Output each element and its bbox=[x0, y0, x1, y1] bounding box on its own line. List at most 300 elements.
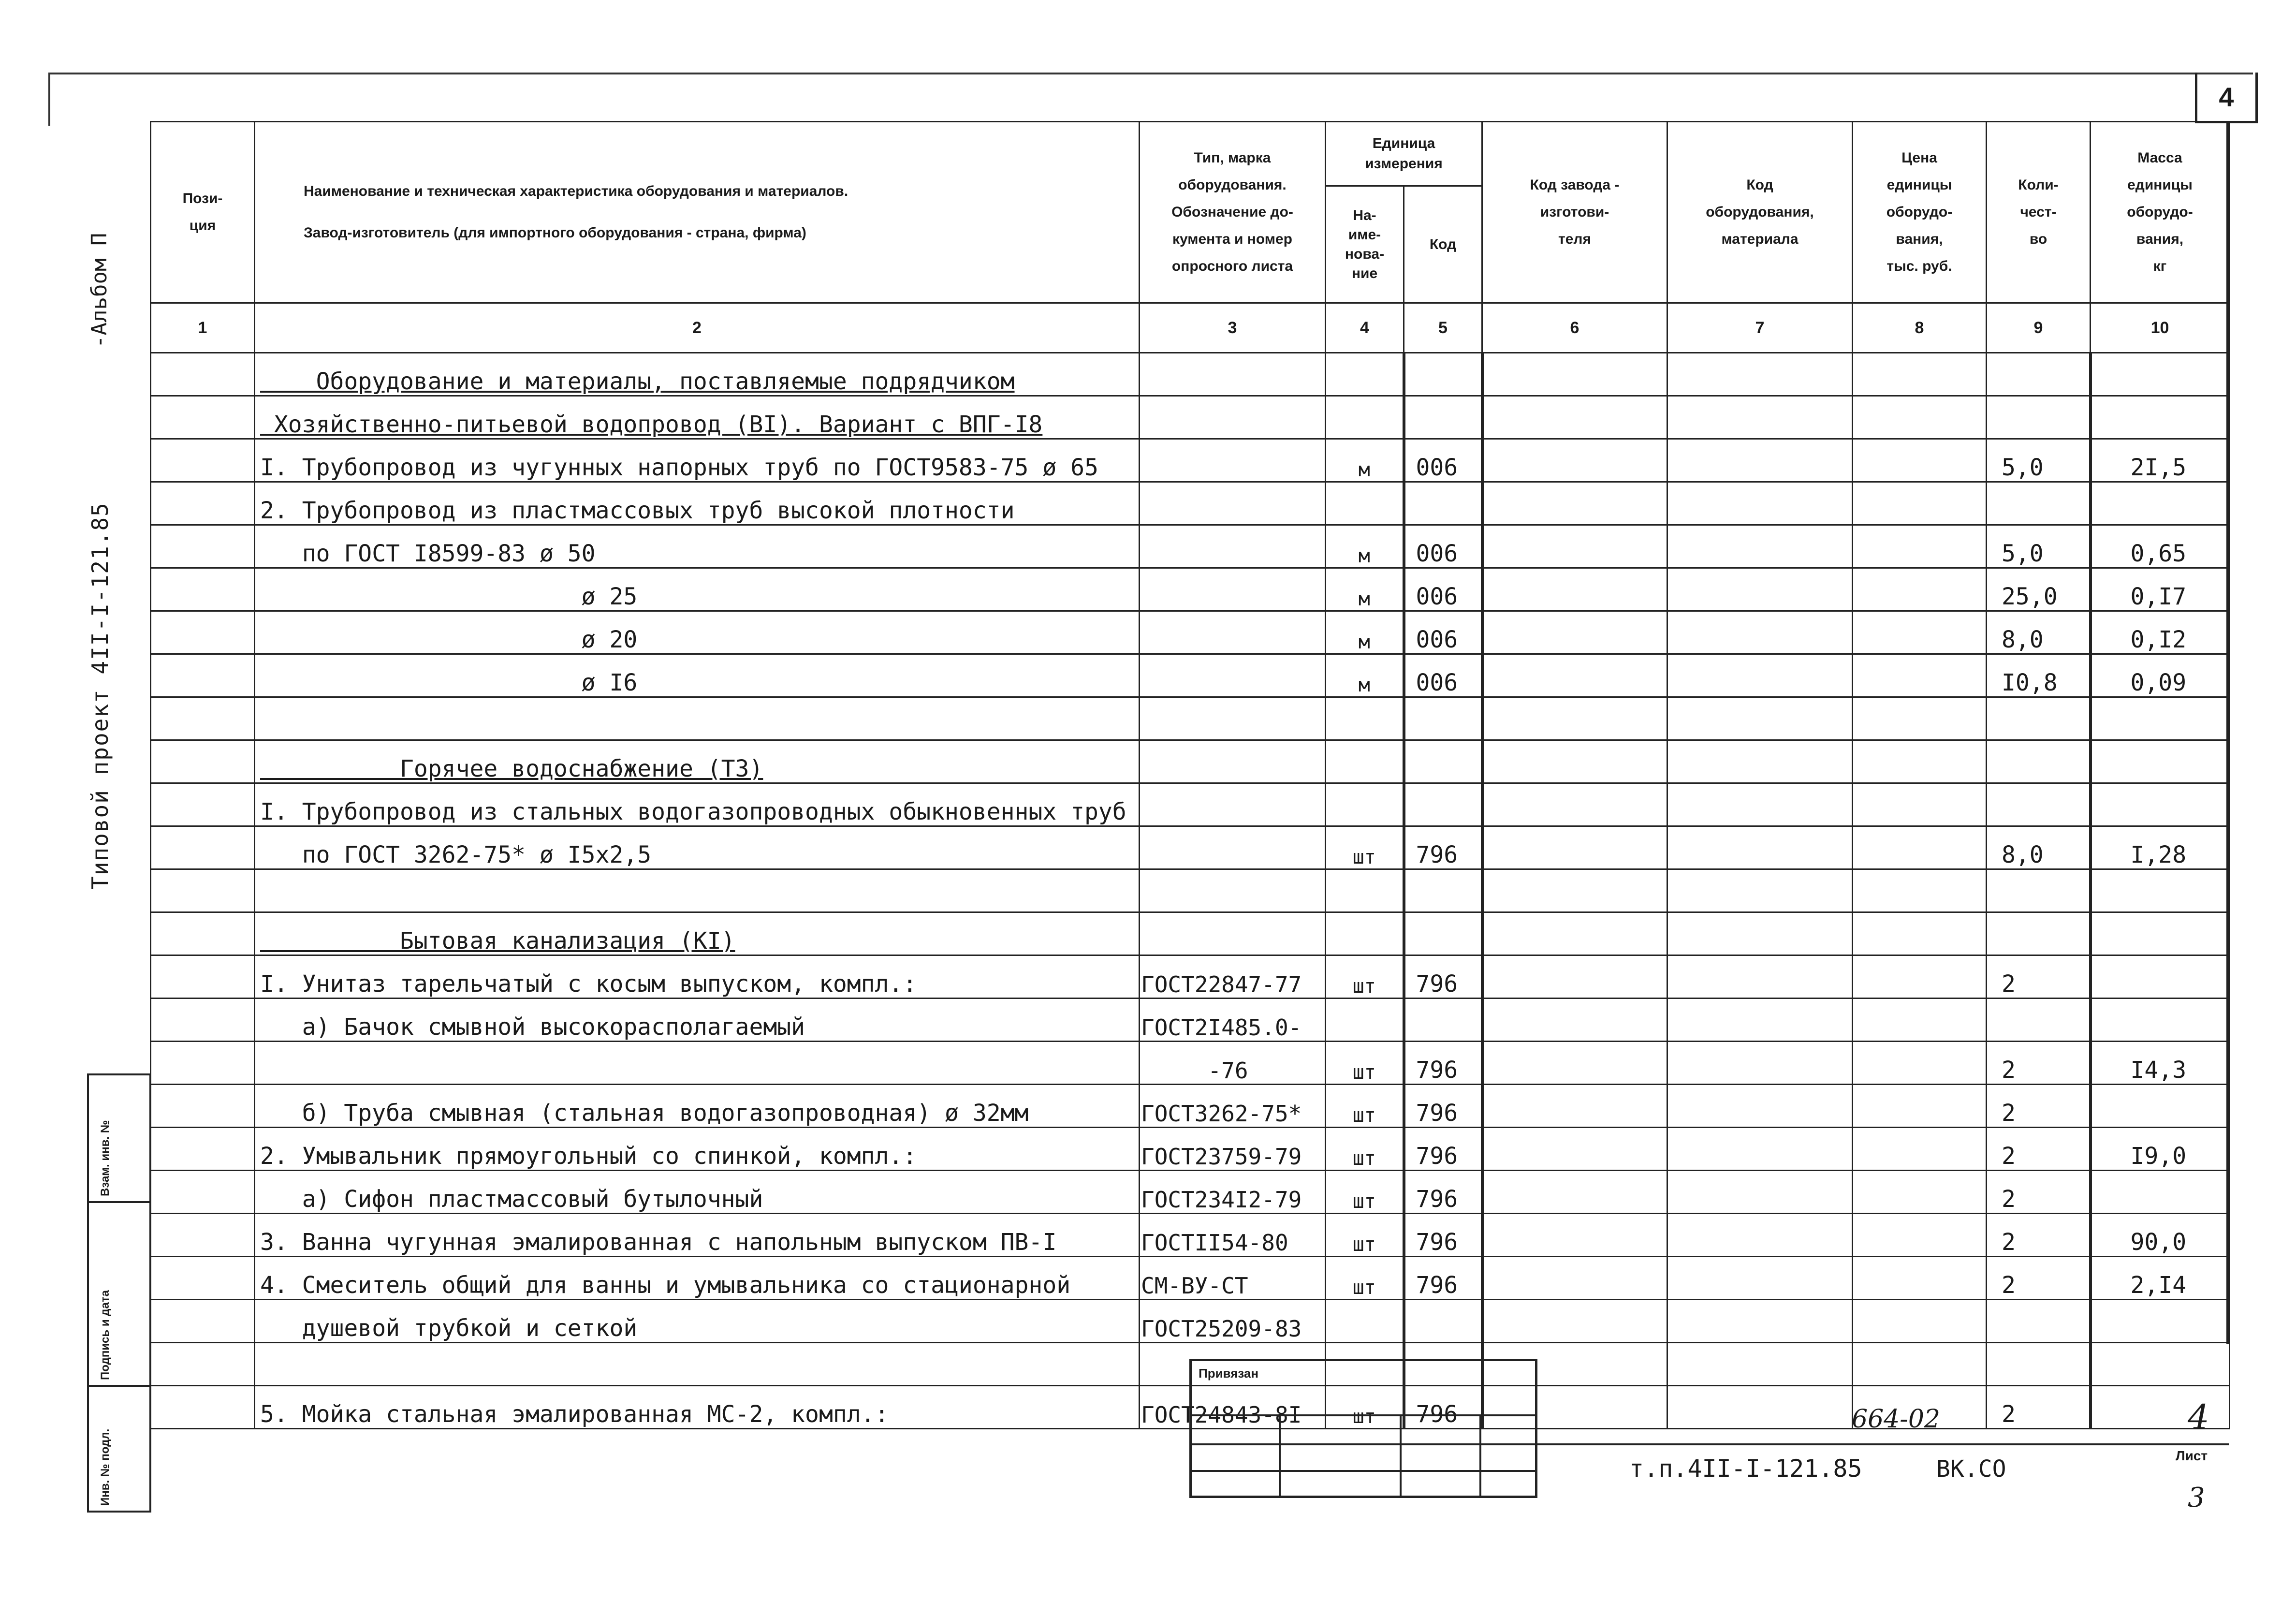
position-cell bbox=[151, 912, 255, 955]
factory-code-cell bbox=[1482, 869, 1667, 912]
quantity-cell bbox=[1987, 783, 2091, 826]
header-unit-name: На- име- нова- ние bbox=[1326, 186, 1404, 303]
unit-code-cell bbox=[1404, 353, 1482, 396]
header-mass: Масса единицы оборудо- вания, кг bbox=[2091, 122, 2230, 303]
unit-code-cell: 796 bbox=[1404, 955, 1482, 999]
name-cell: по ГОСТ 3262-75* ø I5x2,5 bbox=[255, 826, 1140, 869]
factory-code-cell bbox=[1482, 1257, 1667, 1300]
type-cell: СМ-ВУ-СТ bbox=[1140, 1257, 1326, 1300]
unit-cell bbox=[1326, 869, 1404, 912]
stamp-line bbox=[1192, 1443, 1535, 1445]
name-cell: Горячее водоснабжение (Т3) bbox=[255, 740, 1140, 783]
unit-cell bbox=[1326, 353, 1404, 396]
unit-cell: шт bbox=[1326, 1257, 1404, 1300]
unit-code-cell: 796 bbox=[1404, 1128, 1482, 1171]
stamp-line bbox=[1192, 1414, 1535, 1416]
type-cell: ГОСТ22847-77 bbox=[1140, 955, 1326, 999]
quantity-cell bbox=[1987, 740, 2091, 783]
price-cell bbox=[1853, 482, 1987, 525]
mass-cell: I9,0 bbox=[2091, 1128, 2230, 1171]
table-body bbox=[151, 353, 2230, 1429]
quantity-cell: 2 bbox=[1987, 1386, 2091, 1429]
equipment-code-cell bbox=[1667, 1171, 1853, 1214]
unit-code-cell: 796 bbox=[1404, 1257, 1482, 1300]
position-cell bbox=[151, 353, 255, 396]
type-cell bbox=[1140, 439, 1326, 482]
position-cell bbox=[151, 826, 255, 869]
unit-code-cell bbox=[1404, 482, 1482, 525]
unit-code-cell: 796 bbox=[1404, 826, 1482, 869]
unit-code-cell bbox=[1404, 912, 1482, 955]
factory-code-cell bbox=[1482, 525, 1667, 568]
type-cell bbox=[1140, 740, 1326, 783]
unit-code-cell: 006 bbox=[1404, 525, 1482, 568]
section-code: ВК.СО bbox=[1936, 1455, 2006, 1483]
mass-cell bbox=[2091, 1085, 2230, 1128]
specification-table bbox=[150, 121, 2230, 1429]
factory-code-cell bbox=[1482, 1042, 1667, 1085]
table-row bbox=[151, 783, 2230, 826]
factory-code-cell bbox=[1482, 783, 1667, 826]
equipment-code-cell bbox=[1667, 1300, 1853, 1343]
position-cell bbox=[151, 783, 255, 826]
side-stamp-cell bbox=[89, 1385, 149, 1509]
column-number: 7 bbox=[1667, 303, 1853, 353]
name-cell: Хозяйственно-питьевой водопровод (BI). Вариант с ВПГ-I8 bbox=[255, 396, 1140, 439]
equipment-code-cell bbox=[1667, 1042, 1853, 1085]
position-cell bbox=[151, 482, 255, 525]
unit-cell: м bbox=[1326, 439, 1404, 482]
name-cell: душевой трубкой и сеткой bbox=[255, 1300, 1140, 1343]
table-row bbox=[151, 869, 2230, 912]
unit-code-cell: 796 bbox=[1404, 1042, 1482, 1085]
equipment-code-cell bbox=[1667, 1343, 1853, 1386]
unit-code-cell: 006 bbox=[1404, 568, 1482, 611]
table-row bbox=[151, 1171, 2230, 1214]
table-row bbox=[151, 439, 2230, 482]
header-position: Пози- ция bbox=[151, 122, 255, 303]
price-cell bbox=[1853, 999, 1987, 1042]
type-cell: -76 bbox=[1140, 1042, 1326, 1085]
equipment-code-cell bbox=[1667, 1085, 1853, 1128]
handwritten-code: 664-02 bbox=[1852, 1405, 1940, 1434]
mass-cell: 90,0 bbox=[2091, 1214, 2230, 1257]
type-cell bbox=[1140, 654, 1326, 697]
handwritten-sheet-number: 4 bbox=[2188, 1397, 2209, 1437]
type-cell: ГОСТII54-80 bbox=[1140, 1214, 1326, 1257]
header-name-line1: Наименование и техническая характеристика оборудования и материалов. bbox=[304, 183, 848, 199]
type-cell bbox=[1140, 396, 1326, 439]
equipment-code-cell bbox=[1667, 525, 1853, 568]
header-unit-code: Код bbox=[1404, 186, 1482, 303]
factory-code-cell bbox=[1482, 396, 1667, 439]
price-cell bbox=[1853, 697, 1987, 740]
unit-code-cell bbox=[1404, 869, 1482, 912]
bound-label: Привязан bbox=[1199, 1366, 1259, 1381]
frame-top-line bbox=[48, 73, 2253, 74]
table-row bbox=[151, 568, 2230, 611]
mass-cell bbox=[2091, 1300, 2230, 1343]
quantity-cell bbox=[1987, 396, 2091, 439]
unit-code-cell: 796 bbox=[1404, 1386, 1482, 1429]
position-cell bbox=[151, 1128, 255, 1171]
equipment-code-cell bbox=[1667, 396, 1853, 439]
price-cell bbox=[1853, 568, 1987, 611]
column-number: 2 bbox=[255, 303, 1140, 353]
factory-code-cell bbox=[1482, 1214, 1667, 1257]
quantity-cell: I0,8 bbox=[1987, 654, 2091, 697]
unit-cell: м bbox=[1326, 611, 1404, 654]
position-cell bbox=[151, 1343, 255, 1386]
price-cell bbox=[1853, 611, 1987, 654]
price-cell bbox=[1853, 1085, 1987, 1128]
factory-code-cell bbox=[1482, 740, 1667, 783]
unit-code-cell bbox=[1404, 1300, 1482, 1343]
project-side-label: Типовой проект 4II-I-121.85 bbox=[87, 502, 113, 890]
equipment-code-cell bbox=[1667, 1257, 1853, 1300]
table-row bbox=[151, 955, 2230, 999]
name-cell: Бытовая канализация (KI) bbox=[255, 912, 1140, 955]
header-price: Цена единицы оборудо- вания, тыс. руб. bbox=[1853, 122, 1987, 303]
position-cell bbox=[151, 869, 255, 912]
equipment-code-cell bbox=[1667, 482, 1853, 525]
unit-cell: шт bbox=[1326, 1386, 1404, 1429]
name-cell: I. Трубопровод из чугунных напорных труб по ГОСТ9583-75 ø 65 bbox=[255, 439, 1140, 482]
factory-code-cell bbox=[1482, 353, 1667, 396]
quantity-cell: 2 bbox=[1987, 1171, 2091, 1214]
header-quantity: Коли- чест- во bbox=[1987, 122, 2091, 303]
equipment-code-cell bbox=[1667, 353, 1853, 396]
position-cell bbox=[151, 999, 255, 1042]
table-row bbox=[151, 654, 2230, 697]
mass-cell: 0,65 bbox=[2091, 525, 2230, 568]
type-cell bbox=[1140, 869, 1326, 912]
side-stamp-label: Инв. № подл. bbox=[99, 1428, 112, 1506]
column-number: 9 bbox=[1987, 303, 2091, 353]
unit-cell: шт bbox=[1326, 1085, 1404, 1128]
table-row bbox=[151, 697, 2230, 740]
unit-code-cell bbox=[1404, 999, 1482, 1042]
stamp-line bbox=[1279, 1414, 1281, 1496]
equipment-code-cell bbox=[1667, 1214, 1853, 1257]
equipment-code-cell bbox=[1667, 783, 1853, 826]
stamp-line bbox=[1400, 1414, 1402, 1496]
position-cell bbox=[151, 439, 255, 482]
price-cell bbox=[1853, 396, 1987, 439]
type-cell bbox=[1140, 826, 1326, 869]
price-cell bbox=[1853, 955, 1987, 999]
unit-cell bbox=[1326, 396, 1404, 439]
stamp-line bbox=[1192, 1470, 1535, 1472]
name-cell: I. Унитаз тарельчатый с косым выпуском, компл.: bbox=[255, 955, 1140, 999]
mass-cell bbox=[2091, 396, 2230, 439]
equipment-code-cell bbox=[1667, 912, 1853, 955]
column-number: 8 bbox=[1853, 303, 1987, 353]
name-cell bbox=[255, 697, 1140, 740]
column-number: 5 bbox=[1404, 303, 1482, 353]
table-row bbox=[151, 1214, 2230, 1257]
name-cell: б) Труба смывная (стальная водогазопроводная) ø 32мм bbox=[255, 1085, 1140, 1128]
unit-cell: шт bbox=[1326, 1171, 1404, 1214]
unit-cell: шт bbox=[1326, 1128, 1404, 1171]
factory-code-cell bbox=[1482, 1128, 1667, 1171]
table-row bbox=[151, 353, 2230, 396]
quantity-cell: 8,0 bbox=[1987, 826, 2091, 869]
unit-cell: шт bbox=[1326, 1214, 1404, 1257]
position-cell bbox=[151, 955, 255, 999]
quantity-cell: 25,0 bbox=[1987, 568, 2091, 611]
mass-cell bbox=[2091, 783, 2230, 826]
unit-cell bbox=[1326, 740, 1404, 783]
project-code: т.п.4II-I-121.85 bbox=[1629, 1454, 1862, 1483]
position-cell bbox=[151, 525, 255, 568]
side-stamp-cell bbox=[89, 1201, 149, 1387]
unit-cell: м bbox=[1326, 654, 1404, 697]
mass-cell: I,28 bbox=[2091, 826, 2230, 869]
unit-cell bbox=[1326, 697, 1404, 740]
unit-cell bbox=[1326, 482, 1404, 525]
equipment-code-cell bbox=[1667, 1386, 1853, 1429]
mass-cell bbox=[2091, 1171, 2230, 1214]
equipment-code-cell bbox=[1667, 740, 1853, 783]
type-cell: ГОСТ234I2-79 bbox=[1140, 1171, 1326, 1214]
unit-cell: м bbox=[1326, 568, 1404, 611]
mass-cell bbox=[2091, 697, 2230, 740]
equipment-code-cell bbox=[1667, 439, 1853, 482]
price-cell bbox=[1853, 783, 1987, 826]
stamp-line bbox=[1479, 1414, 1481, 1496]
name-cell bbox=[255, 869, 1140, 912]
unit-cell: м bbox=[1326, 525, 1404, 568]
position-cell bbox=[151, 1085, 255, 1128]
price-cell bbox=[1853, 654, 1987, 697]
header-equipment-code: Код оборудования, материала bbox=[1667, 122, 1853, 303]
factory-code-cell bbox=[1482, 654, 1667, 697]
table-row bbox=[151, 912, 2230, 955]
position-cell bbox=[151, 1386, 255, 1429]
unit-cell bbox=[1326, 999, 1404, 1042]
position-cell bbox=[151, 1171, 255, 1214]
header-unit: Единица измерения bbox=[1326, 122, 1482, 186]
quantity-cell bbox=[1987, 697, 2091, 740]
price-cell bbox=[1853, 1300, 1987, 1343]
table-row bbox=[151, 1085, 2230, 1128]
mass-cell bbox=[2091, 955, 2230, 999]
price-cell bbox=[1853, 353, 1987, 396]
price-cell bbox=[1853, 1343, 1987, 1386]
quantity-cell: 5,0 bbox=[1987, 525, 2091, 568]
frame-left-tick bbox=[48, 73, 50, 126]
name-cell: 4. Смеситель общий для ванны и умывальника со стационарной bbox=[255, 1257, 1140, 1300]
quantity-cell bbox=[1987, 869, 2091, 912]
type-cell bbox=[1140, 912, 1326, 955]
side-stamp-label: Подпись и дата bbox=[99, 1290, 112, 1380]
factory-code-cell bbox=[1482, 955, 1667, 999]
factory-code-cell bbox=[1482, 1085, 1667, 1128]
unit-code-cell: 006 bbox=[1404, 439, 1482, 482]
unit-cell bbox=[1326, 783, 1404, 826]
side-stamp-strip bbox=[87, 1073, 151, 1513]
price-cell bbox=[1853, 1042, 1987, 1085]
factory-code-cell bbox=[1482, 999, 1667, 1042]
position-cell bbox=[151, 611, 255, 654]
price-cell bbox=[1853, 1257, 1987, 1300]
type-cell: ГОСТ23759-79 bbox=[1140, 1128, 1326, 1171]
factory-code-cell bbox=[1482, 1171, 1667, 1214]
name-cell: а) Бачок смывной высокорасполагаемый bbox=[255, 999, 1140, 1042]
price-cell bbox=[1853, 1128, 1987, 1171]
equipment-code-cell bbox=[1667, 826, 1853, 869]
quantity-cell: 2 bbox=[1987, 1257, 2091, 1300]
quantity-cell bbox=[1987, 1343, 2091, 1386]
unit-code-cell: 006 bbox=[1404, 654, 1482, 697]
table-row bbox=[151, 1128, 2230, 1171]
mass-cell bbox=[2091, 1343, 2230, 1386]
sheet-number: 3 bbox=[2188, 1482, 2205, 1513]
unit-cell: шт bbox=[1326, 1042, 1404, 1085]
position-cell bbox=[151, 654, 255, 697]
unit-cell: шт bbox=[1326, 955, 1404, 999]
mass-cell bbox=[2091, 482, 2230, 525]
price-cell bbox=[1853, 1171, 1987, 1214]
side-stamp-label: Взам. инв. № bbox=[99, 1120, 112, 1196]
mass-cell bbox=[2091, 869, 2230, 912]
price-cell bbox=[1853, 740, 1987, 783]
album-label: -Альбом П bbox=[87, 233, 112, 348]
factory-code-cell bbox=[1482, 1300, 1667, 1343]
equipment-code-cell bbox=[1667, 568, 1853, 611]
title-block-line bbox=[1533, 1443, 2229, 1445]
unit-code-cell: 006 bbox=[1404, 611, 1482, 654]
name-cell bbox=[255, 1343, 1140, 1386]
unit-code-cell bbox=[1404, 783, 1482, 826]
column-number: 1 bbox=[151, 303, 255, 353]
mass-cell: 0,I7 bbox=[2091, 568, 2230, 611]
unit-code-cell: 796 bbox=[1404, 1171, 1482, 1214]
position-cell bbox=[151, 740, 255, 783]
factory-code-cell bbox=[1482, 697, 1667, 740]
position-cell bbox=[151, 568, 255, 611]
price-cell bbox=[1853, 525, 1987, 568]
name-cell: 2. Трубопровод из пластмассовых труб высокой плотности bbox=[255, 482, 1140, 525]
quantity-cell: 5,0 bbox=[1987, 439, 2091, 482]
factory-code-cell bbox=[1482, 912, 1667, 955]
mass-cell bbox=[2091, 353, 2230, 396]
table-row bbox=[151, 525, 2230, 568]
table-row bbox=[151, 740, 2230, 783]
factory-code-cell bbox=[1482, 611, 1667, 654]
column-numbers-row bbox=[151, 303, 2230, 353]
column-number: 10 bbox=[2091, 303, 2230, 353]
type-cell bbox=[1140, 783, 1326, 826]
table-row bbox=[151, 482, 2230, 525]
mass-cell: 2I,5 bbox=[2091, 439, 2230, 482]
type-cell bbox=[1140, 697, 1326, 740]
mass-cell: 0,09 bbox=[2091, 654, 2230, 697]
header-type: Тип, марка оборудования. Обозначение до- кумента и номер опросного листа bbox=[1140, 122, 1326, 303]
factory-code-cell bbox=[1482, 439, 1667, 482]
price-cell bbox=[1853, 1214, 1987, 1257]
page-number: 4 bbox=[2195, 73, 2258, 123]
equipment-code-cell bbox=[1667, 869, 1853, 912]
equipment-code-cell bbox=[1667, 654, 1853, 697]
column-number: 4 bbox=[1326, 303, 1404, 353]
equipment-code-cell bbox=[1667, 611, 1853, 654]
type-cell bbox=[1140, 568, 1326, 611]
quantity-cell: 2 bbox=[1987, 1085, 2091, 1128]
type-cell: ГОСТ25209-83 bbox=[1140, 1300, 1326, 1343]
name-cell: ø 20 bbox=[255, 611, 1140, 654]
equipment-code-cell bbox=[1667, 955, 1853, 999]
quantity-cell: 2 bbox=[1987, 1042, 2091, 1085]
type-cell bbox=[1140, 611, 1326, 654]
quantity-cell bbox=[1987, 999, 2091, 1042]
position-cell bbox=[151, 1257, 255, 1300]
table-row bbox=[151, 1042, 2230, 1085]
column-number: 6 bbox=[1482, 303, 1667, 353]
type-cell: ГОСТ3262-75* bbox=[1140, 1085, 1326, 1128]
mass-cell bbox=[2091, 912, 2230, 955]
quantity-cell bbox=[1987, 912, 2091, 955]
sheet-label: Лист bbox=[2176, 1448, 2208, 1463]
factory-code-cell bbox=[1482, 568, 1667, 611]
unit-code-cell bbox=[1404, 697, 1482, 740]
name-cell bbox=[255, 1042, 1140, 1085]
header-factory-code: Код завода - изготови- теля bbox=[1482, 122, 1667, 303]
name-cell: по ГОСТ I8599-83 ø 50 bbox=[255, 525, 1140, 568]
header-name bbox=[255, 122, 1140, 303]
equipment-code-cell bbox=[1667, 1128, 1853, 1171]
name-cell: Оборудование и материалы, поставляемые подрядчиком bbox=[255, 353, 1140, 396]
type-cell: ГОСТ24843-8I bbox=[1140, 1386, 1326, 1429]
column-number: 3 bbox=[1140, 303, 1326, 353]
unit-code-cell bbox=[1404, 396, 1482, 439]
table-row bbox=[151, 396, 2230, 439]
unit-code-cell: 796 bbox=[1404, 1085, 1482, 1128]
equipment-code-cell bbox=[1667, 697, 1853, 740]
table-row bbox=[151, 1300, 2230, 1343]
quantity-cell bbox=[1987, 482, 2091, 525]
quantity-cell: 2 bbox=[1987, 955, 2091, 999]
header-name-line2: Завод-изготовитель (для импортного оборудования - страна, фирма) bbox=[304, 225, 806, 241]
factory-code-cell bbox=[1482, 826, 1667, 869]
price-cell bbox=[1853, 439, 1987, 482]
mass-cell: 2,I4 bbox=[2091, 1257, 2230, 1300]
type-cell: ГОСТ2I485.0- bbox=[1140, 999, 1326, 1042]
unit-code-cell bbox=[1404, 740, 1482, 783]
quantity-cell: 8,0 bbox=[1987, 611, 2091, 654]
name-cell: ø 25 bbox=[255, 568, 1140, 611]
position-cell bbox=[151, 697, 255, 740]
quantity-cell bbox=[1987, 1300, 2091, 1343]
table-row bbox=[151, 999, 2230, 1042]
name-cell: ø I6 bbox=[255, 654, 1140, 697]
unit-code-cell: 796 bbox=[1404, 1214, 1482, 1257]
name-cell: а) Сифон пластмассовый бутылочный bbox=[255, 1171, 1140, 1214]
mass-cell: 0,I2 bbox=[2091, 611, 2230, 654]
position-cell bbox=[151, 1214, 255, 1257]
position-cell bbox=[151, 1042, 255, 1085]
price-cell bbox=[1853, 826, 1987, 869]
price-cell bbox=[1853, 869, 1987, 912]
mass-cell bbox=[2091, 740, 2230, 783]
position-cell bbox=[151, 396, 255, 439]
type-cell bbox=[1140, 353, 1326, 396]
quantity-cell bbox=[1987, 353, 2091, 396]
equipment-code-cell bbox=[1667, 999, 1853, 1042]
unit-cell bbox=[1326, 912, 1404, 955]
type-cell bbox=[1140, 525, 1326, 568]
